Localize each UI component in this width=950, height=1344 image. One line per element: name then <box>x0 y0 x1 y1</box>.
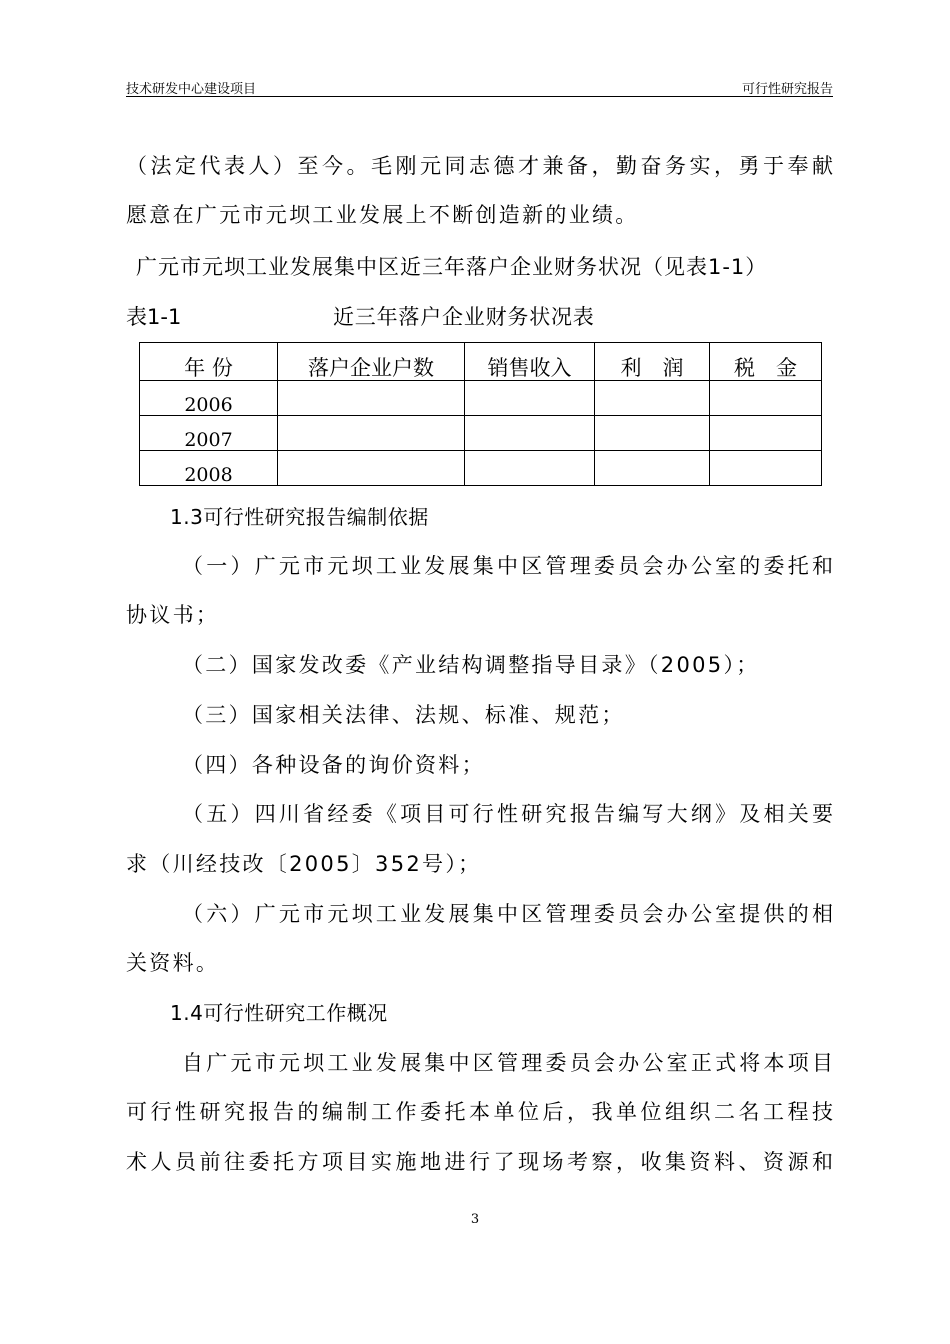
header-cell-enterprise-count: 落户企业户数 <box>278 343 465 381</box>
table-cell <box>710 416 822 451</box>
paragraph-line: 协议书； <box>126 603 220 627</box>
paragraph-line: （三）国家相关法律、法规、标准、规范； <box>182 703 625 727</box>
paragraph-line: （五）四川省经委《项目可行性研究报告编写大纲》及相关要 <box>182 802 833 826</box>
header-cell-sales-revenue: 销售收入 <box>465 343 595 381</box>
section-heading: 1.4可行性研究工作概况 <box>170 1001 388 1025</box>
table-cell <box>278 416 465 451</box>
table-caption: 近三年落户企业财务状况表 <box>333 305 595 329</box>
paragraph-line: （六）广元市元坝工业发展集中区管理委员会办公室提供的相 <box>182 902 833 926</box>
paragraph-line: （一）广元市元坝工业发展集中区管理委员会办公室的委托和 <box>182 554 833 578</box>
header-report-type: 可行性研究报告 <box>741 82 833 97</box>
table-cell <box>465 381 595 416</box>
paragraph-line: 术人员前往委托方项目实施地进行了现场考察，收集资料、资源和 <box>126 1150 833 1174</box>
paragraph-line: 可行性研究报告的编制工作委托本单位后，我单位组织二名工程技 <box>126 1100 833 1124</box>
table-row <box>140 381 822 416</box>
table-cell <box>278 381 465 416</box>
paragraph-line: 广元市元坝工业发展集中区近三年落户企业财务状况（见表1-1） <box>136 255 768 279</box>
header-project-title: 技术研发中心建设项目 <box>126 82 257 97</box>
financial-table <box>139 342 822 486</box>
table-cell <box>710 451 822 486</box>
table-label: 表1-1 <box>126 305 182 329</box>
table-header-row <box>140 343 822 381</box>
page-header <box>126 76 833 97</box>
table-row <box>140 451 822 486</box>
table-cell <box>278 451 465 486</box>
paragraph-line: （法定代表人）至今。毛刚元同志德才兼备，勤奋务实，勇于奉献 <box>126 154 833 178</box>
paragraph-line: 愿意在广元市元坝工业发展上不断创造新的业绩。 <box>126 203 639 227</box>
year-cell: 2008 <box>140 451 278 486</box>
page-number: 3 <box>470 1212 480 1227</box>
header-cell-tax: 税 金 <box>710 343 822 381</box>
paragraph-line: （二）国家发改委《产业结构调整指导目录》（2005）； <box>182 653 760 677</box>
table-row <box>140 416 822 451</box>
table-cell <box>465 451 595 486</box>
table-cell <box>465 416 595 451</box>
paragraph-line: （四）各种设备的询价资料； <box>182 753 485 777</box>
paragraph-line: 关资料。 <box>126 951 220 975</box>
section-heading: 1.3可行性研究报告编制依据 <box>170 505 429 529</box>
header-cell-year: 年 份 <box>140 343 278 381</box>
table-cell <box>595 451 710 486</box>
year-cell: 2006 <box>140 381 278 416</box>
paragraph-line: 自广元市元坝工业发展集中区管理委员会办公室正式将本项目 <box>182 1051 833 1075</box>
paragraph-line: 求（川经技改〔2005〕352号）； <box>126 852 482 876</box>
header-cell-profit: 利 润 <box>595 343 710 381</box>
year-cell: 2007 <box>140 416 278 451</box>
table-cell <box>595 416 710 451</box>
table-cell <box>595 381 710 416</box>
table-cell <box>710 381 822 416</box>
